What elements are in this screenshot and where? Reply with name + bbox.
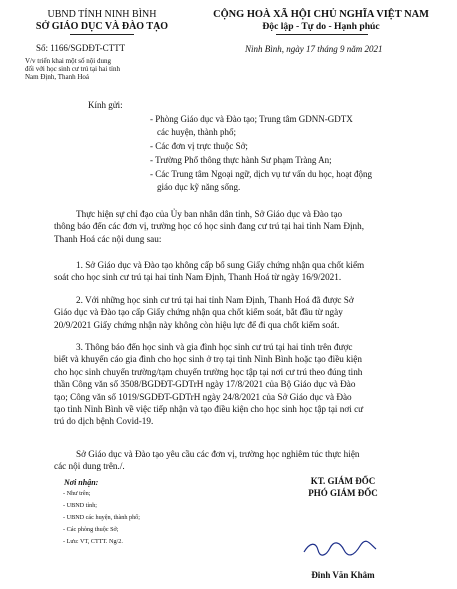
- subject-line-3: Nam Định, Thanh Hoá: [25, 73, 90, 81]
- paragraph-3: [54, 341, 409, 428]
- paragraph-1: [54, 259, 409, 284]
- paragraph-2: [54, 294, 409, 331]
- paragraph-line: biết và khuyến cáo gia đình cho học sinh ở trọ tại tỉnh Ninh Bình hoặc tạo điều kiện: [54, 354, 362, 365]
- paragraph-line: Giáo dục và Đào tạo cấp Giấy chứng nhận qua chốt kiểm soát, bắt đầu từ ngày: [54, 307, 343, 318]
- motto-underline: [276, 34, 368, 35]
- paragraph-line: Thanh Hoá các nội dung sau:: [54, 233, 162, 244]
- org-name: SỞ GIÁO DỤC VÀ ĐÀO TẠO: [35, 21, 169, 32]
- paragraph-line: thông báo đến các đơn vị, trường học có học sinh đang cư trú tại hai tỉnh Nam Định,: [54, 221, 365, 232]
- recipient-item: - Các Trung tâm Ngoại ngữ, dịch vụ tư vấn du học, hoạt động: [150, 169, 372, 179]
- handwritten-signature: [300, 540, 380, 558]
- distribution-label: Nơi nhận:: [64, 478, 99, 487]
- nation-title: CỘNG HOÀ XÃ HỘI CHỦ NGHĨA VIỆT NAM: [213, 9, 429, 20]
- paragraph-line: 2. Với những học sinh cư trú tại hai tỉnh Nam Định, Thanh Hoá đã được Sở: [76, 295, 354, 305]
- issue-date: Ninh Bình, ngày 17 tháng 9 năm 2021: [245, 44, 383, 54]
- paragraph-line: thần Công văn số 3508/BGDĐT-GDTrH ngày 17/8/2021 của Bộ Giáo dục và Đào: [54, 379, 356, 390]
- signature-subtitle: PHÓ GIÁM ĐỐC: [308, 488, 378, 498]
- paragraph-line: tạo tỉnh Ninh Bình về việc tiếp nhận và tạo điều kiện cho học sinh học tập tại nơi cư: [54, 404, 364, 415]
- paragraph-line: Thực hiện sự chỉ đạo của Ủy ban nhân dân tỉnh, Sở Giáo dục và Đào tạo: [76, 209, 343, 219]
- paragraph-line: các nội dung trên./.: [54, 461, 125, 472]
- recipient-item: các huyện, thành phố;: [157, 127, 236, 137]
- signature-stroke: [304, 541, 376, 555]
- org-parent: UBND TỈNH NINH BÌNH: [47, 9, 157, 20]
- paragraph-line: 1. Sở Giáo dục và Đào tạo không cấp bổ sung Giấy chứng nhận qua chốt kiểm: [76, 260, 365, 270]
- document-number: Số: 1166/SGDĐT-CTTT: [36, 43, 126, 53]
- distribution-item: - Như trên;: [63, 490, 91, 497]
- paragraph-line: 20/9/2021 Giấy chứng nhận này không còn hiệu lực để đi qua chốt kiểm soát.: [54, 319, 340, 330]
- recipient-item: - Phòng Giáo dục và Đào tạo; Trung tâm GDNN-GDTX: [150, 114, 353, 124]
- paragraph-line: soát cho học sinh cư trú tại hai tỉnh Nam Định, Thanh Hoá từ ngày 16/9/2021.: [54, 272, 342, 283]
- distribution-item: - UBND tỉnh;: [63, 502, 98, 509]
- recipients-label: Kính gửi:: [88, 100, 123, 110]
- intro-paragraph: [54, 208, 409, 245]
- paragraph-line: Sở Giáo dục và Đào tạo yêu cầu các đơn vị, trường học nghiêm túc thực hiện: [76, 449, 360, 459]
- closing-paragraph: [54, 448, 409, 473]
- recipient-item: giáo dục kỹ năng sống.: [157, 182, 241, 192]
- subject-line-1: V/v triển khai một số nội dung: [25, 57, 111, 65]
- signer-name: Đinh Văn Khâm: [311, 570, 375, 580]
- recipient-item: - Các đơn vị trực thuộc Sở;: [150, 141, 248, 151]
- paragraph-line: trú do dịch bệnh Covid-19.: [54, 416, 154, 427]
- paragraph-line: cho học sinh chuyển trường/tạm chuyển trường học tập tại nơi cư trú theo đúng tinh: [54, 366, 363, 377]
- nation-motto: Độc lập - Tự do - Hạnh phúc: [262, 21, 380, 32]
- paragraph-line: 3. Thông báo đến học sinh và gia đình học sinh cư trú tại hai tỉnh trên được: [76, 342, 353, 352]
- subject-line-2: đối với học sinh cư trú tại hai tỉnh: [25, 65, 120, 73]
- recipient-item: - Trường Phổ thông thực hành Sư phạm Tràng An;: [150, 155, 332, 165]
- distribution-item: - Lưu: VT, CTTT. Ng/2.: [63, 538, 123, 545]
- distribution-item: - Các phòng thuộc Sở;: [63, 526, 119, 533]
- paragraph-line: tạo; Công văn số 1019/SGDĐT-GDTrH ngày 24/8/2021 của Sở Giáo dục và Đào: [54, 391, 352, 402]
- distribution-item: - UBND các huyện, thành phố;: [63, 514, 140, 521]
- signature-title: KT. GIÁM ĐỐC: [310, 476, 376, 486]
- org-underline: [70, 34, 134, 35]
